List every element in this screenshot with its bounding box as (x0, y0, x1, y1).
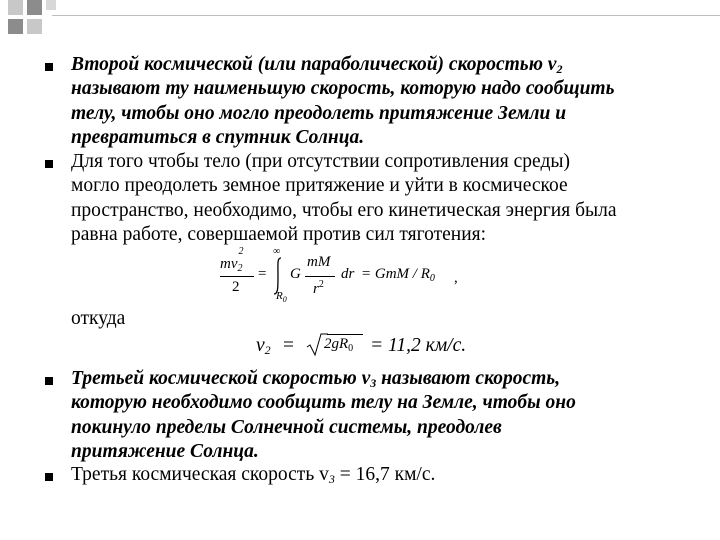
bullet-icon (45, 377, 53, 385)
subscript: 2 (264, 343, 271, 357)
energy-formula (220, 246, 480, 308)
explanation-paragraph (71, 150, 701, 247)
text-line: Второй космической (или параболической) скоростью v (71, 54, 557, 75)
text-line: превратиться в спутник Солнца. (71, 126, 365, 148)
formula-term: v (256, 335, 265, 356)
text-line: равна работе, совершаемой против сил тяготения: (71, 223, 487, 245)
text-line: которую необходимо сообщить телу на Земле, чтобы оно (71, 392, 576, 414)
bullet-icon (45, 63, 53, 71)
definition-third-cosmic (71, 367, 701, 464)
formula-term: mM (307, 254, 331, 270)
text-line: называют скорость, (376, 368, 561, 389)
text-line: = 16,7 км/с. (334, 464, 436, 485)
subscript: 3 (370, 376, 377, 390)
fraction-bar (220, 276, 254, 277)
text-line: Третьей космической скоростью v (71, 368, 371, 389)
radical-bar (327, 334, 363, 335)
subscript: 0 (348, 343, 354, 354)
third-velocity-value (71, 463, 701, 487)
subscript: 3 (328, 472, 335, 486)
subscript: 0 (429, 273, 435, 284)
escape-velocity-formula (256, 333, 516, 361)
bullet-icon (45, 473, 53, 481)
text-line: Для того чтобы тело (при отсутствии сопротивления среды) (71, 151, 570, 172)
bullet-icon (45, 160, 53, 168)
formula-term: G (290, 266, 301, 282)
formula-term: dr (341, 266, 355, 282)
formula-term: = GmM / R (361, 266, 430, 282)
text-line: притяжение Солнца. (71, 440, 259, 462)
formula-term: 2 (232, 279, 240, 295)
text-line: могло преодолеть земное притяжение и уйти в космическое (71, 175, 568, 197)
formula-term: = 11,2 км/с. (370, 335, 467, 356)
formula-term: 2gR (324, 336, 349, 352)
formula-term: , (454, 270, 458, 286)
superscript: 2 (238, 246, 244, 257)
text-line: пространство, необходимо, чтобы его кинетическая энергия была (71, 199, 617, 221)
formula-term: r (313, 281, 319, 297)
text-line: телу, чтобы оно могло преодолеть притяжение Земли и (71, 102, 567, 124)
fraction-bar (305, 276, 335, 277)
otkuda-label: откуда (71, 308, 126, 329)
subscript: 2 (556, 62, 563, 76)
text-line: называют ту наименьшую скорость, которую надо сообщить (71, 78, 615, 100)
integral-upper-limit: ∞ (273, 246, 281, 257)
definition-second-cosmic (71, 53, 701, 150)
text-line: покинуло пределы Солнечной системы, преодолев (71, 416, 502, 438)
subscript: 2 (237, 263, 243, 274)
formula-term: = (258, 266, 267, 282)
text-line: Третья космическая скорость v (71, 464, 329, 485)
superscript: 2 (318, 279, 324, 290)
formula-term: = (283, 335, 294, 356)
subscript: 0 (282, 295, 287, 304)
formula-term: mv (220, 256, 238, 272)
integral-lower-limit: R (276, 290, 283, 302)
